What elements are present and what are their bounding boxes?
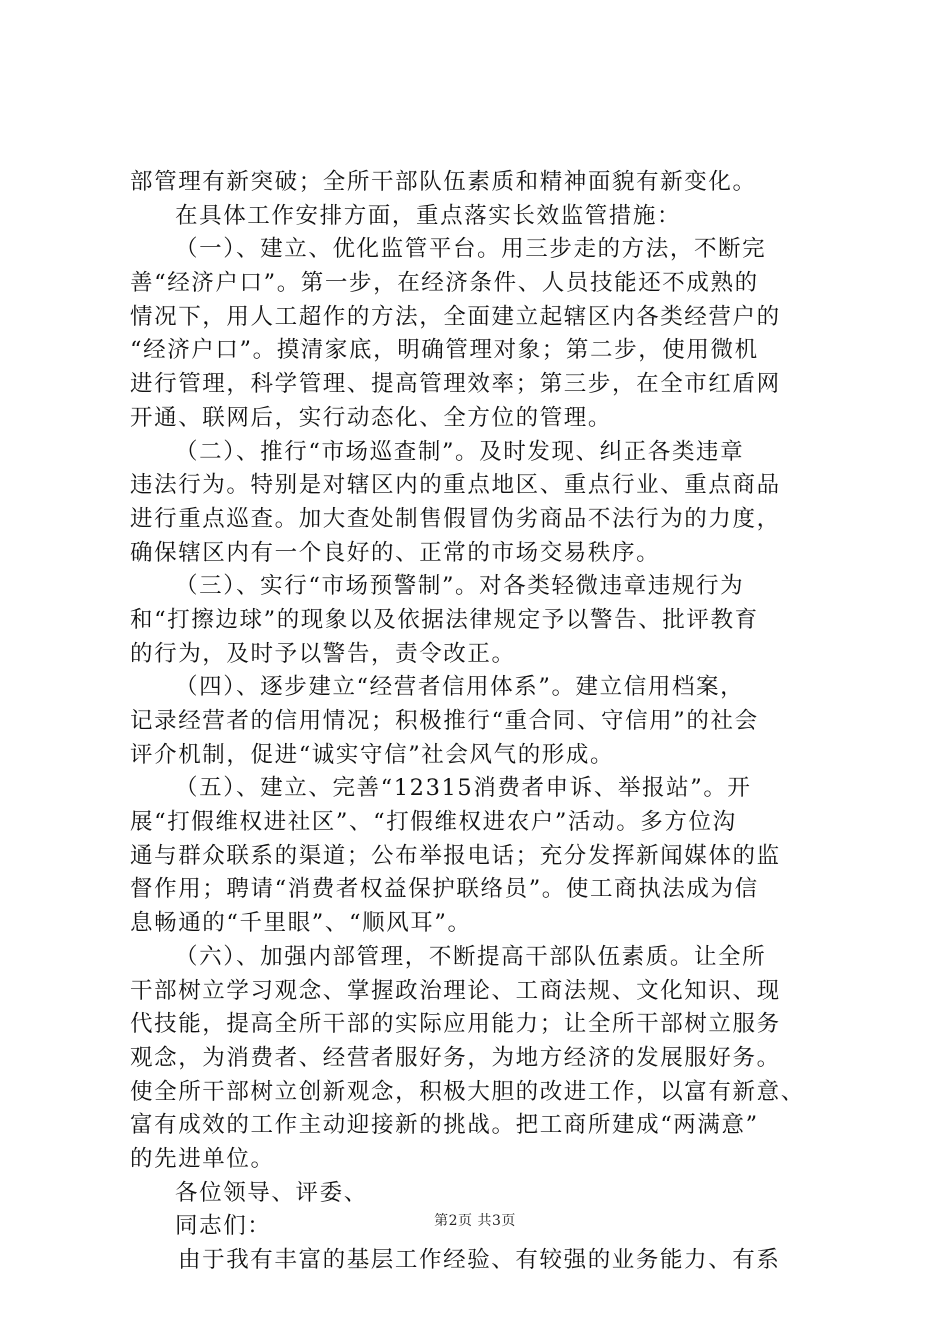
text-line: 进行管理，科学管理、提高管理效率；第三步，在全市红盾网 xyxy=(130,371,781,398)
text-line: （五）、建立、完善“12315消费者申诉、举报站”。开 xyxy=(175,775,752,802)
page-footer: 第2页 共3页 xyxy=(434,1213,516,1229)
text-line: 在具体工作安排方面，重点落实长效监管措施： xyxy=(175,202,682,229)
text-line: 由于我有丰富的基层工作经验、有较强的业务能力、有系 xyxy=(178,1247,781,1273)
text-line: 观念，为消费者、经营者服好务，为地方经济的发展服好务。 xyxy=(130,1044,781,1071)
text-line: （四）、逐步建立“经营者信用体系”。建立信用档案， xyxy=(175,674,745,701)
text-line: 善“经济户口”。第一步，在经济条件、人员技能还不成熟的 xyxy=(130,270,759,297)
text-line: 开通、联网后，实行动态化、全方位的管理。 xyxy=(130,404,613,431)
text-line: 息畅通的“千里眼”、“顺风耳”。 xyxy=(130,910,472,937)
text-line: 督作用；聘请“消费者权益保护联络员”。使工商执法成为信 xyxy=(130,876,759,903)
text-line: 干部树立学习观念、掌握政治理论、工商法规、文化知识、现 xyxy=(130,977,781,1004)
text-line: 确保辖区内有一个良好的、正常的市场交易秩序。 xyxy=(130,539,661,566)
document-body xyxy=(130,166,842,1278)
text-line: 部管理有新突破；全所干部队伍素质和精神面貌有新变化。 xyxy=(130,169,757,195)
text-line: 情况下，用人工超作的方法，全面建立起辖区内各类经营户的 xyxy=(130,303,781,330)
text-line: “经济户口”。摸清家底，明确管理对象；第二步，使用微机 xyxy=(130,337,759,364)
text-line: （六）、加强内部管理，不断提高干部队伍素质。让全所 xyxy=(175,943,767,970)
text-line: 各位领导、评委、 xyxy=(175,1179,368,1206)
text-line: 的行为，及时予以警告，责令改正。 xyxy=(130,640,516,667)
text-line: 违法行为。特别是对辖区内的重点地区、重点行业、重点商品 xyxy=(130,472,781,499)
text-line: 代技能，提高全所干部的实际应用能力；让全所干部树立服务 xyxy=(130,1011,781,1038)
text-line: 和“打擦边球”的现象以及依据法律规定予以警告、批评教育 xyxy=(130,606,759,633)
text-line: （一）、建立、优化监管平台。用三步走的方法，不断完 xyxy=(175,236,767,263)
text-line: 记录经营者的信用情况；积极推行“重合同、守信用”的社会 xyxy=(130,708,759,734)
text-line: 评介机制，促进“诚实守信”社会风气的形成。 xyxy=(130,741,615,768)
text-line: 同志们： xyxy=(175,1213,272,1240)
text-line: （二）、推行“市场巡查制”。及时发现、纠正各类违章 xyxy=(175,438,745,465)
text-line: 的先进单位。 xyxy=(130,1145,275,1172)
text-line: 通与群众联系的渠道；公布举报电话；充分发挥新闻媒体的监 xyxy=(130,842,781,869)
text-line: 进行重点巡查。加大查处制售假冒伪劣商品不法行为的力度， xyxy=(130,505,781,532)
text-line: 展“打假维权进社区”、“打假维权进农户”活动。多方位沟 xyxy=(130,809,737,836)
text-line: 富有成效的工作主动迎接新的挑战。把工商所建成“两满意” xyxy=(130,1112,759,1139)
text-line: 使全所干部树立创新观念，积极大胆的改进工作，以富有新意、 xyxy=(130,1078,805,1105)
text-line: （三）、实行“市场预警制”。对各类轻微违章违规行为 xyxy=(175,573,745,600)
